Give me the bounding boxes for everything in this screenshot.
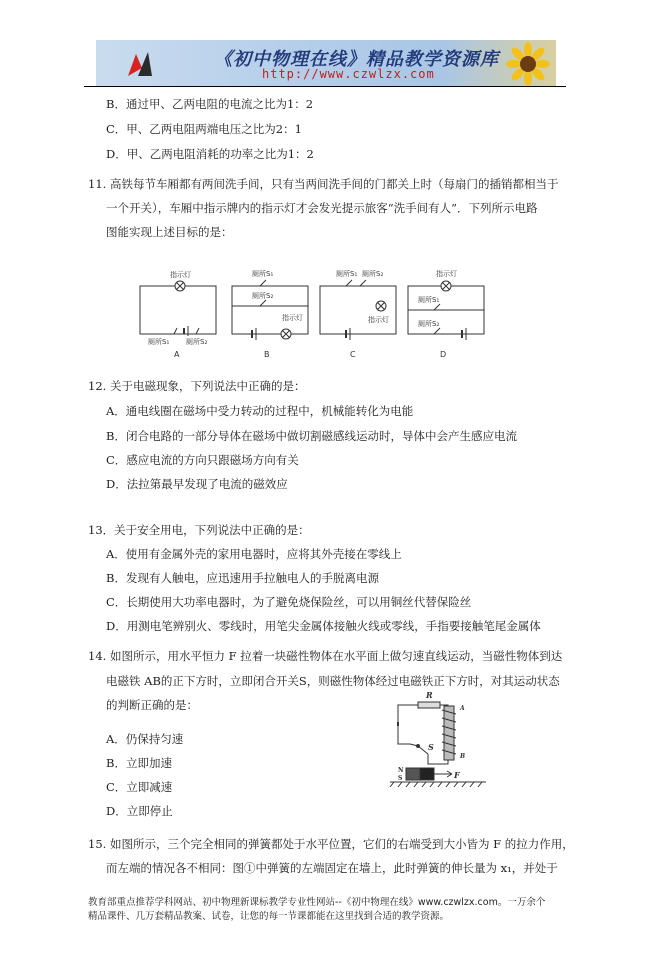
svg-text:厕所S₁: 厕所S₁ [336,270,358,278]
svg-text:厕所S₂: 厕所S₂ [252,292,274,300]
circuit-c-label: C [350,350,356,359]
svg-text:S: S [428,742,434,752]
q14-option-c: C．立即减速 [106,780,173,794]
q13-option-b: B．发现有人触电，应迅速用手拉触电人的手脱离电源 [106,571,379,585]
q12-option-c: C．感应电流的方向只跟磁场方向有关 [106,453,299,467]
svg-text:厕所S₂: 厕所S₂ [362,270,384,278]
q11-stem-line-2: 一个开关），车厢中指示牌内的指示灯才会发光提示旅客“洗手间有人”．下列所示电路 [106,201,538,215]
footer-line-2: 精品课件、几万套精品教案、试卷，让您的每一节课都能在这里找到合适的教学资源。 [88,911,450,922]
circuit-c [320,269,396,359]
q14-option-a: A．仍保持匀速 [106,732,184,746]
q12-option-b: B．闭合电路的一部分导体在磁场中做切割磁感线运动时，导体中会产生感应电流 [106,429,517,443]
svg-text:S: S [398,775,403,782]
svg-text:指示灯: 指示灯 [368,316,389,324]
svg-text:厕所S₁: 厕所S₁ [252,270,274,278]
circuit-a [140,270,216,359]
sunflower-icon [506,42,550,86]
svg-text:厕所S₂: 厕所S₂ [418,320,440,328]
svg-text:A: A [460,705,465,712]
circuit-a-label: A [174,350,180,359]
q13-option-c: C．长期使用大功率电器时，为了避免烧保险丝，可以用铜丝代替保险丝 [106,595,472,609]
q14-option-b: B．立即加速 [106,756,172,770]
q14-stem-line-2: 电磁铁 AB的正下方时，立即闭合开关S，则磁性物体经过电磁铁正下方时，对其运动状态 [106,674,560,688]
q12-option-d: D．法拉第最早发现了电流的磁效应 [106,477,288,491]
svg-text:指示灯: 指示灯 [436,270,457,278]
q13-option-a: A．使用有金属外壳的家用电器时，应将其外壳接在零线上 [106,547,402,561]
q15-stem-line-1: 15. 如图所示，三个完全相同的弹簧都处于水平位置，它们的右端受到大小皆为 F 的拉力作用， [88,837,574,851]
q14-stem-line-1: 14. 如图所示，用水平恒力 F 拉着一块磁性物体在水平面上做匀速直线运动，当磁性物体到达 [88,649,563,663]
svg-text:N: N [398,767,404,774]
page-footer [88,896,568,924]
site-logo-icon [122,46,158,80]
q15-stem-line-2: 而左端的情况各不相同：图①中弹簧的左端固定在墙上，此时弹簧的伸长量为 x₁，并处于 [106,861,558,875]
header-rule [84,86,566,87]
q12-option-a: A．通电线圈在磁场中受力转动的过程中，机械能转化为电能 [106,404,414,418]
circuit-b-label: B [264,350,270,359]
svg-text:厕所S₁: 厕所S₁ [418,296,440,304]
svg-text:厕所S₁: 厕所S₁ [148,338,170,346]
circuit-d-label: D [440,350,447,359]
svg-text:指示灯: 指示灯 [170,271,191,279]
footer-line-1: 教育部重点推荐学科网站、初中物理新课标教学专业性网站--《初中物理在线》www.czwlzx.com。一万余个 [88,897,546,908]
q14-stem-line-3: 的判断正确的是： [106,698,198,712]
q11-circuit-diagrams [136,264,496,360]
q13-option-d: D．用测电笔辨别火、零线时，用笔尖金属体接触火线或零线，手指要接触笔尾金属体 [106,619,541,633]
q11-stem-line-3: 图能实现上述目标的是： [106,225,233,239]
svg-text:F: F [454,770,460,780]
svg-text:B: B [460,753,466,760]
svg-text:指示灯: 指示灯 [282,314,303,322]
circuit-d [408,269,484,359]
svg-text:厕所S₂: 厕所S₂ [186,338,208,346]
svg-text:R: R [426,692,433,700]
q10-option-b: B．通过甲、乙两电阻的电流之比为1：2 [106,97,314,111]
q12-stem: 12. 关于电磁现象，下列说法中正确的是： [88,379,306,393]
header-title: 《初中物理在线》精品教学资源库 [214,49,499,70]
q11-stem-line-1: 11. 高铁每节车厢都有两间洗手间，只有当两间洗手间的门都关上时（每扇门的插销都相当于 [88,177,559,191]
header-banner [96,40,556,87]
circuit-b [232,269,308,359]
q10-option-c: C．甲、乙两电阻两端电压之比为2：1 [106,122,302,136]
q14-option-d: D．立即停止 [106,804,173,818]
header-url[interactable]: http://www.czwlzx.com [262,67,435,81]
q10-option-d: D．甲、乙两电阻消耗的功率之比为1：2 [106,147,314,161]
q13-stem: 13．关于安全用电，下列说法中正确的是： [88,523,310,537]
q14-electromagnet-diagram [388,692,488,792]
